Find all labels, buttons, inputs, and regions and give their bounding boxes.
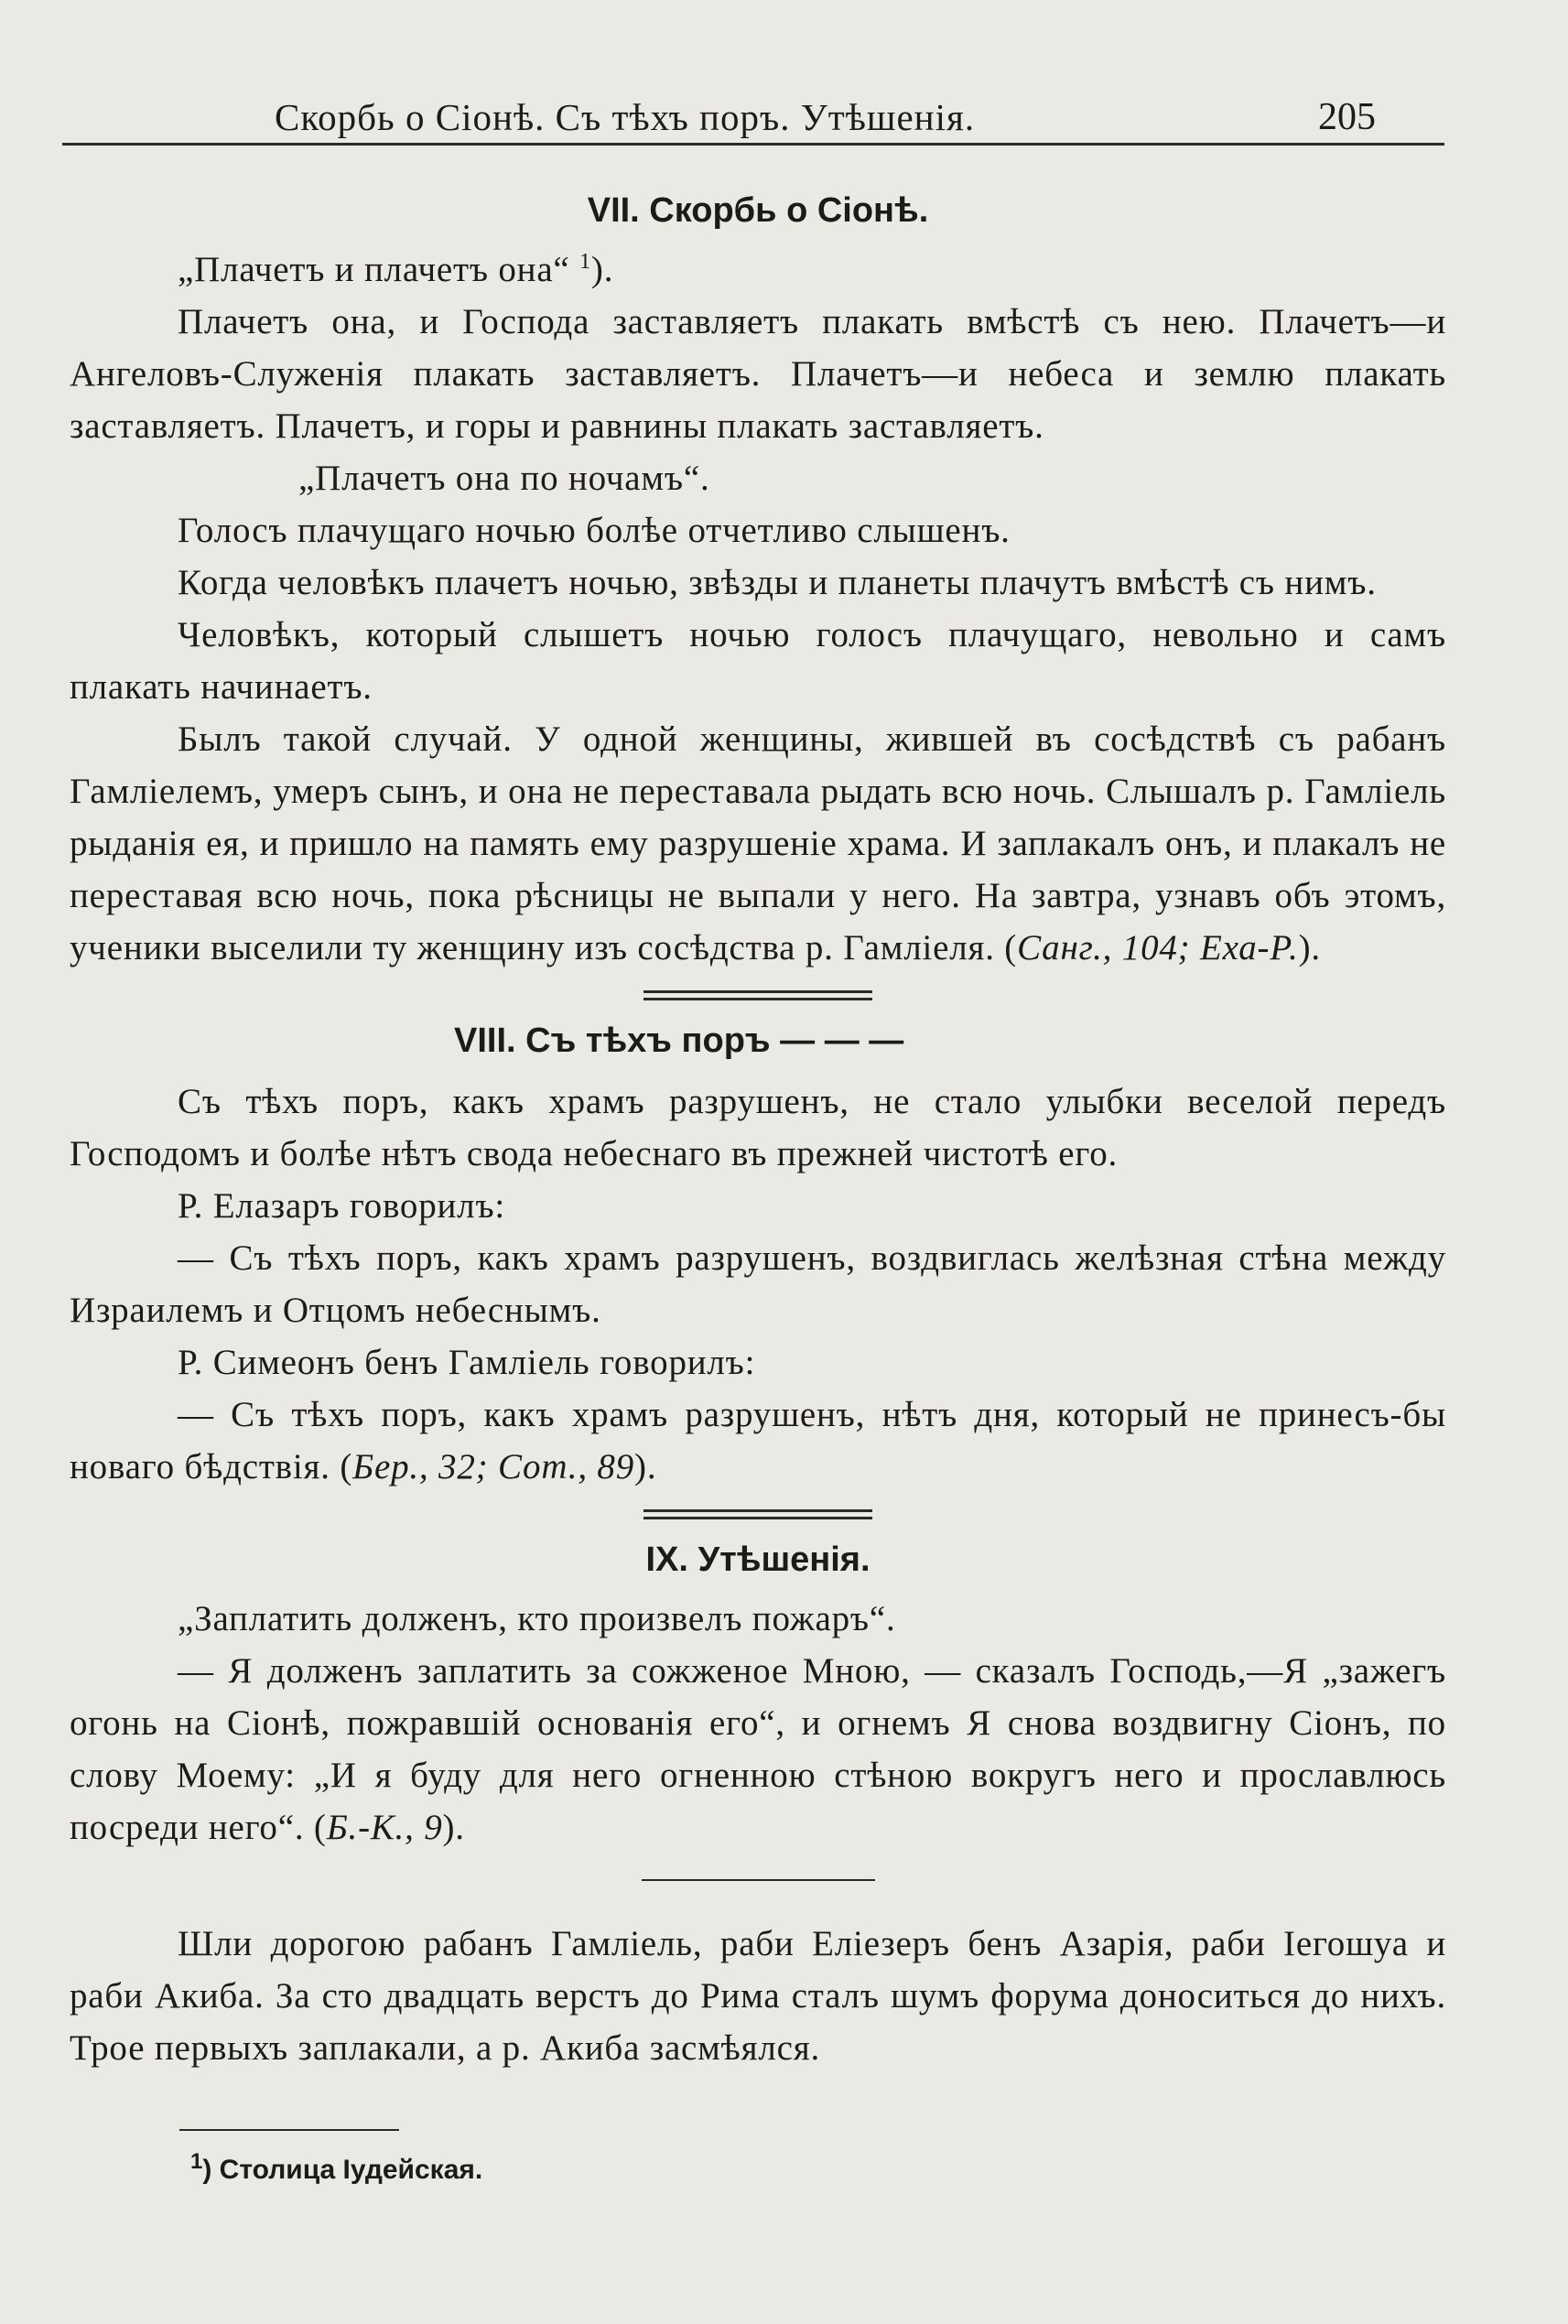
paragraph: Р. Елазаръ говорилъ: (178, 1186, 506, 1226)
quote-text: „Плачетъ и плачетъ она“ (178, 250, 580, 289)
section-divider (643, 1509, 872, 1519)
footnote-marker: 1 (190, 2149, 203, 2174)
punctuation: ). (634, 1447, 657, 1486)
paragraph-text: Былъ такой случай. У одной женщины, жившей въ сосѣдствѣ съ рабанъ Гамліелемъ, умеръ сынъ, и она не переставала рыдать всю ночь. Слышалъ р. Гамліель рыданія ея, и пришло на память ему разрушеніе храма. И заплакалъ онъ, и плакалъ не переставая всю ночь, пока рѣсницы не выпали у него. На завтра, узнавъ объ этомъ, ученики выселили ту женщину изъ сосѣдства р. Гамліеля. ( (70, 719, 1446, 967)
paragraph: Плачетъ она, и Господа заставляетъ плакать вмѣстѣ съ нею. Плачетъ—и Ангеловъ-Служенія плакать заставляетъ. Плачетъ—и небеса и землю плакать заставляетъ. Плачетъ, и горы и равнины плакать заставляетъ. (70, 302, 1446, 446)
source-reference: Санг., 104; Еха-Р. (1017, 928, 1299, 967)
paragraph: Шли дорогою рабанъ Гамліель, раби Еліезеръ бенъ Азарія, раби Іегошуа и раби Акиба. За сто двадцать верстъ до Рима сталъ шумъ форума доноситься до нихъ. Трое первыхъ заплакали, а р. Акиба засмѣялся. (70, 1924, 1446, 2068)
running-title: Скорбь о Сіонѣ. Съ тѣхъ поръ. Утѣшенія. (275, 96, 976, 138)
punctuation: ). (442, 1808, 465, 1847)
footnote (190, 2149, 483, 2186)
section-divider (643, 990, 872, 1000)
punctuation: ). (590, 250, 614, 289)
paragraph-text: — Съ тѣхъ поръ, какъ храмъ разрушенъ, нѣтъ дня, который не принесъ-бы новаго бѣдствія. ( (70, 1395, 1446, 1486)
paragraph: Голосъ плачущаго ночью болѣе отчетливо слышенъ. (178, 511, 1011, 550)
source-reference: Бер., 32; Сот., 89 (352, 1447, 635, 1486)
paragraph (70, 243, 1446, 296)
paragraph: — Съ тѣхъ поръ, какъ храмъ разрушенъ, воздвиглась желѣзная стѣна между Израилемъ и Отцомъ небеснымъ. (70, 1238, 1446, 1330)
punctuation: ). (1298, 928, 1321, 967)
paragraph: Человѣкъ, который слышетъ ночью голосъ плачущаго, невольно и самъ плакать начинаетъ. (70, 615, 1446, 707)
paragraph: Когда человѣкъ плачетъ ночью, звѣзды и планеты плачутъ вмѣстѣ съ нимъ. (178, 563, 1377, 602)
divider (642, 1879, 875, 1881)
section-vii-title: VII. Скорбь о Сіонѣ. (587, 191, 929, 230)
paragraph: „Плачетъ она по ночамъ“. (298, 459, 710, 498)
paragraph (70, 1645, 1446, 1854)
paragraph: Р. Симеонъ бенъ Гамліель говорилъ: (178, 1343, 756, 1382)
page-number: 205 (1318, 96, 1376, 138)
paragraph (70, 1389, 1446, 1493)
footnote-rule (179, 2129, 399, 2131)
paragraph (70, 713, 1446, 974)
section-viii-title: VIII. Съ тѣхъ поръ — — — (454, 1021, 904, 1060)
footnote-text: ) Столица Іудейская. (202, 2155, 483, 2185)
paragraph: „Заплатить долженъ, кто произвелъ пожаръ“. (178, 1599, 896, 1638)
source-reference: Б.-К., 9 (326, 1808, 443, 1847)
header-rule (62, 143, 1444, 146)
footnote-marker: 1 (579, 250, 591, 274)
paragraph: Съ тѣхъ поръ, какъ храмъ разрушенъ, не стало улыбки веселой передъ Господомъ и болѣе нѣтъ свода небеснаго въ прежней чистотѣ его. (70, 1082, 1446, 1173)
page-content (70, 183, 1446, 2074)
paragraph-text: — Я долженъ заплатить за сожженое Мною, — сказалъ Господь,—Я „зажегъ огонь на Сіонѣ, пожравшій основанія его“, и огнемъ Я снова воздвигну Сіонъ, по слову Моему: „И я буду для него огненною стѣною вокругъ него и прославлюсь посреди него“. ( (70, 1651, 1446, 1847)
section-ix-title: IX. Утѣшенія. (645, 1540, 871, 1579)
